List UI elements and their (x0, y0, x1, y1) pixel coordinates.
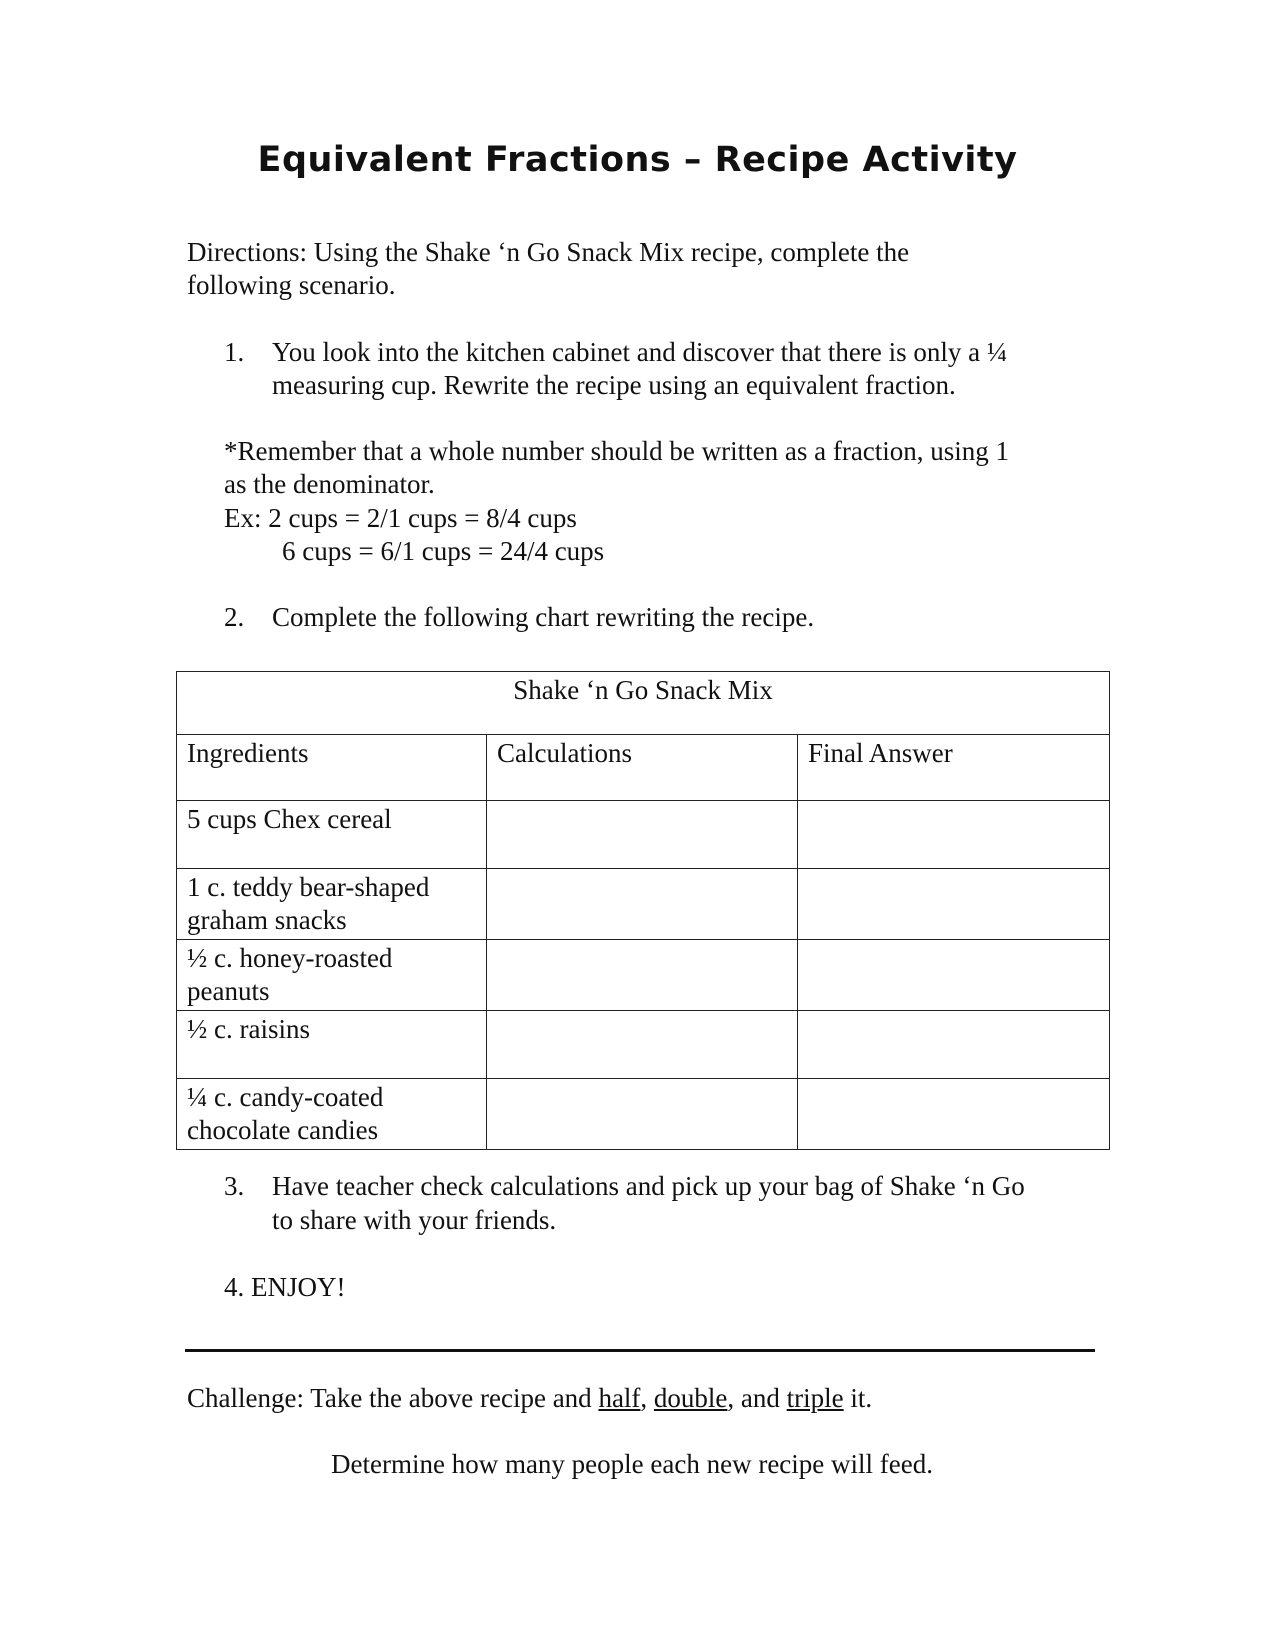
challenge-line (187, 1382, 872, 1415)
ingredient-cell (177, 1011, 487, 1079)
step-3-number: 3. (224, 1171, 245, 1201)
header-final-answer: Final Answer (798, 735, 1110, 801)
ingredient-line: ½ c. raisins (187, 1014, 310, 1044)
directions-line-2: following scenario. (187, 270, 396, 300)
challenge-prefix: Challenge: Take the above recipe and (187, 1383, 599, 1413)
step-1-line-2: measuring cup. Rewrite the recipe using an equivalent fraction. (272, 370, 956, 400)
ingredient-line: 1 c. teddy bear-shaped (187, 872, 430, 902)
calculation-cell[interactable] (487, 940, 798, 1011)
step-2-number: 2. (224, 602, 245, 632)
final-answer-cell[interactable] (798, 940, 1110, 1011)
directions-line-1: Directions: Using the Shake ‘n Go Snack Mix recipe, complete the (187, 237, 910, 267)
challenge-line-2: Determine how many people each new recipe will feed. (331, 1449, 933, 1479)
ingredient-line: ¼ c. candy-coated (187, 1082, 384, 1112)
ingredient-line: chocolate candies (187, 1115, 379, 1145)
ingredient-cell (177, 869, 487, 940)
example-line-2: 6 cups = 6/1 cups = 24/4 cups (282, 536, 605, 566)
table-caption: Shake ‘n Go Snack Mix (177, 672, 1110, 735)
page-title: Equivalent Fractions – Recipe Activity (257, 140, 1018, 180)
calculation-cell[interactable] (487, 1079, 798, 1150)
calculation-cell[interactable] (487, 1011, 798, 1079)
step-3-line-2: to share with your friends. (272, 1205, 557, 1235)
final-answer-cell[interactable] (798, 1079, 1110, 1150)
ingredient-line: 5 cups Chex cereal (187, 804, 392, 834)
calculation-cell[interactable] (487, 801, 798, 869)
ingredient-cell (177, 940, 487, 1011)
ingredient-line: peanuts (187, 976, 270, 1006)
table-row (177, 1011, 1110, 1079)
challenge-sep-1: , (640, 1383, 654, 1413)
remember-line-1: *Remember that a whole number should be written as a fraction, using 1 (224, 436, 1010, 466)
calculation-cell[interactable] (487, 869, 798, 940)
final-answer-cell[interactable] (798, 1011, 1110, 1079)
remember-line-2: as the denominator. (224, 469, 435, 499)
challenge-double: double (653, 1383, 728, 1413)
example-line-1: Ex: 2 cups = 2/1 cups = 8/4 cups (224, 503, 577, 533)
challenge-suffix: it. (843, 1383, 873, 1413)
table-row (177, 940, 1110, 1011)
ingredient-line: ½ c. honey-roasted (187, 943, 393, 973)
challenge-half: half (598, 1383, 641, 1413)
final-answer-cell[interactable] (798, 869, 1110, 940)
ingredient-cell (177, 801, 487, 869)
header-ingredients: Ingredients (177, 735, 487, 801)
horizontal-rule (185, 1349, 1095, 1352)
table-row (177, 801, 1110, 869)
recipe-table (176, 671, 1110, 1150)
challenge-sep-2: , and (727, 1383, 787, 1413)
header-calculations: Calculations (487, 735, 798, 801)
step-2-text: Complete the following chart rewriting the recipe. (272, 602, 815, 632)
final-answer-cell[interactable] (798, 801, 1110, 869)
challenge-triple: triple (786, 1383, 844, 1413)
table-row (177, 1079, 1110, 1150)
ingredient-line: graham snacks (187, 905, 347, 935)
table-row (177, 869, 1110, 940)
step-4: 4. ENJOY! (224, 1272, 346, 1302)
ingredient-cell (177, 1079, 487, 1150)
step-1-number: 1. (224, 337, 245, 367)
step-1-line-1: You look into the kitchen cabinet and discover that there is only a ¼ (272, 337, 1008, 367)
step-3-line-1: Have teacher check calculations and pick up your bag of Shake ‘n Go (272, 1171, 1025, 1201)
